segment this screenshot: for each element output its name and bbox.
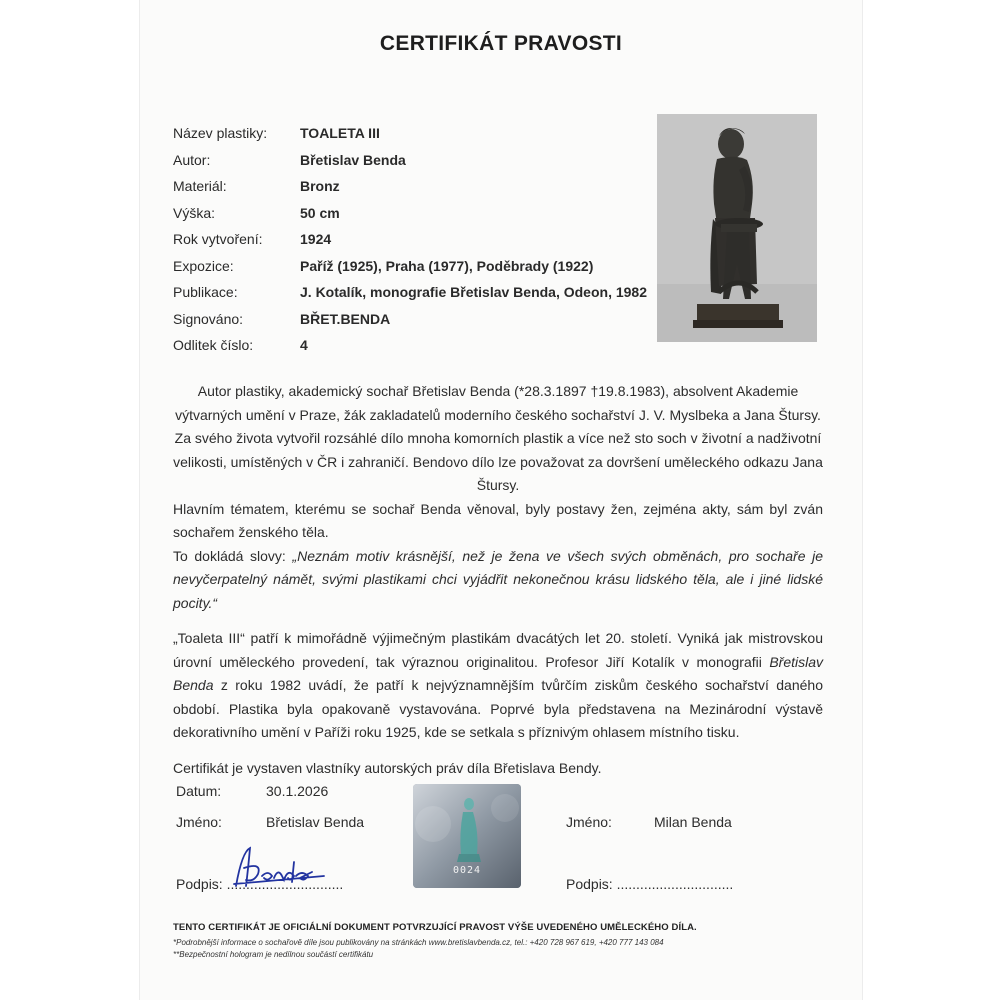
spec-label: Rok vytvoření: — [173, 231, 263, 248]
paragraph-issuer: Certifikát je vystaven vlastníky autorských práv díla Břetislava Bendy. — [173, 759, 602, 776]
spec-value: J. Kotalík, monografie Břetislav Benda, Odeon, 1982 — [300, 284, 647, 301]
footer-statement: TENTO CERTIFIKÁT JE OFICIÁLNÍ DOKUMENT POTVRZUJÍCÍ PRAVOST VÝŠE UVEDENÉHO UMĚLECKÉHO DÍLA. — [173, 922, 697, 933]
spec-value: BŘET.BENDA — [300, 310, 391, 327]
paragraph-author-bio: Autor plastiky, akademický sochař Břetislav Benda (*28.3.1897 †19.8.1983), absolvent Akademie výtvarných umění v Praze, žák zakladatelů moderního českého sochařství J. V. Myslbeka a Jana Štursy. Za svého života vytvořil rozsáhlé dílo mnoha komorních plastik a více než sto soch v životní a nadživotní velikosti, umístěných v ČR i zahraničí. Bendovo dílo lze považovat za dovršení uměleckého odkazu Jana Štursy. — [173, 383, 823, 493]
right-sign-row — [566, 876, 733, 892]
sign-label: Podpis: — [566, 876, 613, 892]
spec-value: Bronz — [300, 178, 340, 195]
spec-row-material — [173, 173, 673, 200]
spec-value: Břetislav Benda — [300, 151, 406, 168]
right-name-row — [566, 814, 732, 830]
artwork-text-b: z roku 1982 uvádí, že patří k nejvýznamnějším tvůrčím ziskům českého sochařství daného období. Plastika byla opakovaně vystavována. Poprvé byla představena na Mezinárodní výstavě dekorativního umění v Paříži roku 1925, kde se setkala s příznivým ohlasem místního tisku. — [173, 677, 823, 740]
security-hologram — [413, 784, 521, 888]
spec-row-publication — [173, 279, 673, 306]
footer-note-hologram: **Bezpečnostní hologram je nedílnou součástí certifikátu — [173, 950, 374, 959]
spec-value: Paříž (1925), Praha (1977), Poděbrady (1922) — [300, 257, 594, 274]
sculpture-image — [657, 114, 817, 342]
spec-row-signed — [173, 306, 673, 333]
spec-label: Odlitek číslo: — [173, 337, 254, 354]
sculpture-photo — [657, 114, 817, 342]
spec-label: Výška: — [173, 204, 216, 221]
spec-row-cast-number — [173, 332, 673, 359]
date-value: 30.1.2026 — [266, 783, 329, 799]
certificate-footer — [173, 922, 833, 961]
specs-table — [173, 120, 673, 359]
spec-label: Expozice: — [173, 257, 234, 274]
sign-label: Podpis: — [176, 876, 223, 892]
spec-label: Materiál: — [173, 178, 227, 195]
spec-label: Autor: — [173, 151, 211, 168]
certificate-body — [173, 380, 823, 780]
hologram-number: 0024 — [452, 865, 482, 876]
left-name-value: Břetislav Benda — [266, 814, 365, 830]
spec-value: 50 cm — [300, 204, 340, 221]
spec-row-height — [173, 200, 673, 227]
footer-note-contact: *Podrobnější informace o sochařově díle jsou publikovány na stránkách www.bretislavbenda.cz, tel.: +420 728 967 619, +420 777 143 084 — [173, 938, 664, 947]
date-label: Datum: — [176, 783, 222, 799]
spec-label: Signováno: — [173, 310, 244, 327]
name-label: Jméno: — [566, 814, 612, 830]
quote-text: „Neznám motiv krásnější, než je žena ve všech svých obměnách, pro sochaře je nevyčerpatelný námět, svými plastikami chci vyjádřit nekonečnou krásu lidského těla, ale i jiné lidské pocity.“ — [173, 547, 823, 611]
spec-value: TOALETA III — [300, 125, 380, 142]
paragraph-quote — [173, 545, 823, 616]
name-label: Jméno: — [176, 814, 222, 830]
spec-value: 1924 — [300, 231, 332, 248]
sign-dots: .............................. — [616, 876, 734, 892]
spec-row-exhibitions — [173, 253, 673, 280]
certificate-sheet — [140, 0, 862, 1000]
book-title: Břetislav Benda — [173, 653, 823, 693]
spec-row-year — [173, 226, 673, 253]
spec-label: Publikace: — [173, 284, 238, 301]
spec-label: Název plastiky: — [173, 125, 268, 142]
right-name-value: Milan Benda — [654, 814, 732, 830]
quote-intro: To dokládá slovy: — [173, 547, 293, 564]
paragraph-artwork — [173, 627, 823, 745]
spec-value: 4 — [300, 337, 308, 354]
left-name-row — [176, 814, 365, 830]
sign-dots: .............................. — [226, 876, 344, 892]
artwork-text-a: „Toaleta III“ patří k mimořádně výjimečným plastikám dvacátých let 20. století. Vyniká jak mistrovskou úrovní uměleckého provedení, tak výraznou originalitou. Profesor Jiří Kotalík v monografii — [173, 630, 823, 670]
paragraph-theme: Hlavním tématem, kterému se sochař Benda věnoval, byly postavy žen, zejména akty, sám byl zván sochařem ženského těla. — [173, 500, 823, 540]
certificate-title: CERTIFIKÁT PRAVOSTI — [379, 32, 623, 55]
handwritten-signature — [228, 842, 328, 892]
spec-row-author — [173, 147, 673, 174]
spec-row-name — [173, 120, 673, 147]
date-row — [176, 783, 329, 799]
